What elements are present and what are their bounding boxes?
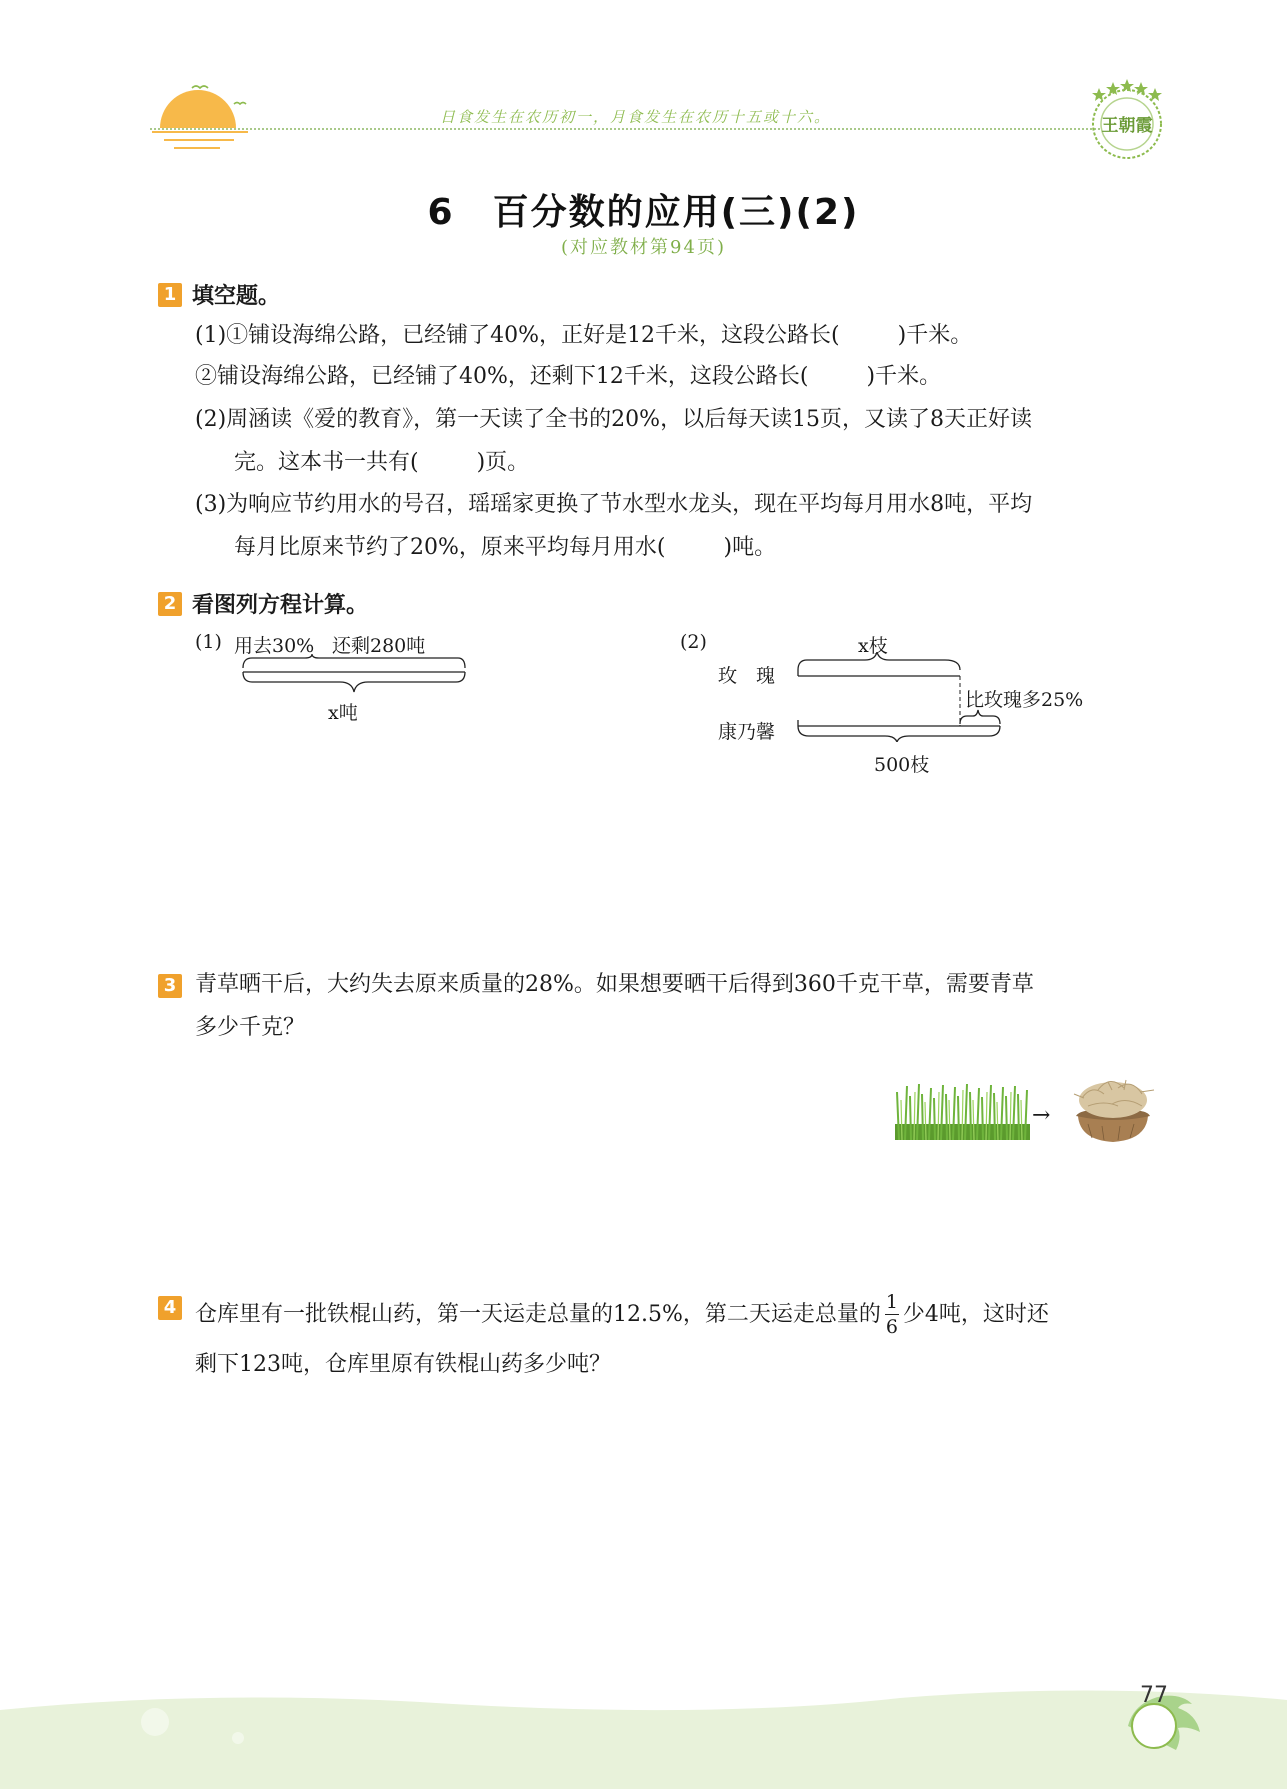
question-line: 剩下123吨，仓库里原有铁棍山药多少吨？ [195,1352,611,1377]
section-1-heading [158,279,280,310]
logo-text: 王朝霞 [1101,116,1153,136]
diagram-2-segments [795,652,1015,742]
fraction-one-sixth [885,1292,899,1337]
dry-hay-image [1068,1068,1158,1144]
green-grass-image [895,1080,1030,1140]
question-text: ②铺设海绵公路，已经铺了40%，还剩下12千米，这段公路长( [195,364,809,389]
diagram-2-more-label: 比玫瑰多25% [965,689,1084,711]
question-line [195,362,941,392]
question-line [234,533,776,563]
question-text: 每月比原来节约了20%，原来平均每月用水( [234,535,666,560]
page-number: 77 [1140,1683,1168,1708]
question-text: (2)周涵读《爱的教育》，第一天读了全书的20%，以后每天读15页，又读了8天正好读 [195,407,1033,432]
page-title: 6 百分数的应用(三)(2) [427,192,860,233]
section-title: 看图列方程计算。 [192,593,369,618]
header-divider [150,128,1100,130]
section-number-badge: 1 [158,283,182,307]
question-text: 少4吨，这时还 [902,1301,1049,1327]
question-line [195,1292,1049,1337]
diagram-1-segments [240,654,470,696]
section-number-badge: 2 [158,592,182,616]
section-3-heading [158,974,192,998]
diagram-1-total-label: x吨 [328,702,358,724]
diagram-2-rose-label: 玫 瑰 [718,665,776,687]
diagram-1-label: (1) [195,631,222,653]
header-tip: 日食发生在农历初一，月食发生在农历十五或十六。 [440,108,832,126]
diagram-2-kang-total: 500枝 [874,754,930,776]
question-line [234,448,529,478]
sunset-icon [150,70,250,160]
footer-background [0,1680,1287,1789]
diagram-2-kang-label: 康乃馨 [718,721,776,743]
question-line: 青草晒干后，大约失去原来质量的28%。如果想要晒干后得到360千克干草，需要青草 [195,972,1034,997]
section-number-badge: 4 [158,1296,182,1320]
question-text: (3)为响应节约用水的号召，瑶瑶家更换了节水型水龙头，现在平均每月用水8吨，平均 [195,492,1033,517]
question-text: )吨。 [723,535,777,560]
fraction-denominator: 6 [885,1316,898,1338]
section-2-heading [158,588,368,619]
question-text: 仓库里有一批铁棍山药，第一天运走总量的12.5%，第二天运走总量的 [195,1301,881,1327]
question-text: )千米。 [866,364,942,389]
question-text: )千米。 [897,323,973,348]
question-line [195,490,1032,520]
question-text: (1)①铺设海绵公路，已经铺了40%，正好是12千米，这段公路长( [195,323,840,348]
section-title: 填空题。 [192,284,281,309]
fraction-bar [885,1314,899,1315]
diagram-2-rose-total: x枝 [858,635,888,657]
arrow-right-icon: → [1032,1103,1051,1128]
section-number-badge: 3 [158,974,182,998]
question-line: 多少千克？ [195,1015,306,1040]
question-line [195,321,972,351]
question-text: 完。这本书一共有( [234,450,419,475]
question-text: )页。 [476,450,530,475]
section-4-heading [158,1296,192,1320]
fraction-numerator: 1 [885,1291,898,1313]
diagram-1-used-label: 用去30% [234,635,315,657]
question-line [195,405,1032,435]
diagram-1-left-label: 还剩280吨 [332,635,426,657]
page-subtitle: (对应教材第94页) [561,237,726,258]
diagram-2-label: (2) [680,631,707,653]
publisher-logo [1085,74,1169,164]
